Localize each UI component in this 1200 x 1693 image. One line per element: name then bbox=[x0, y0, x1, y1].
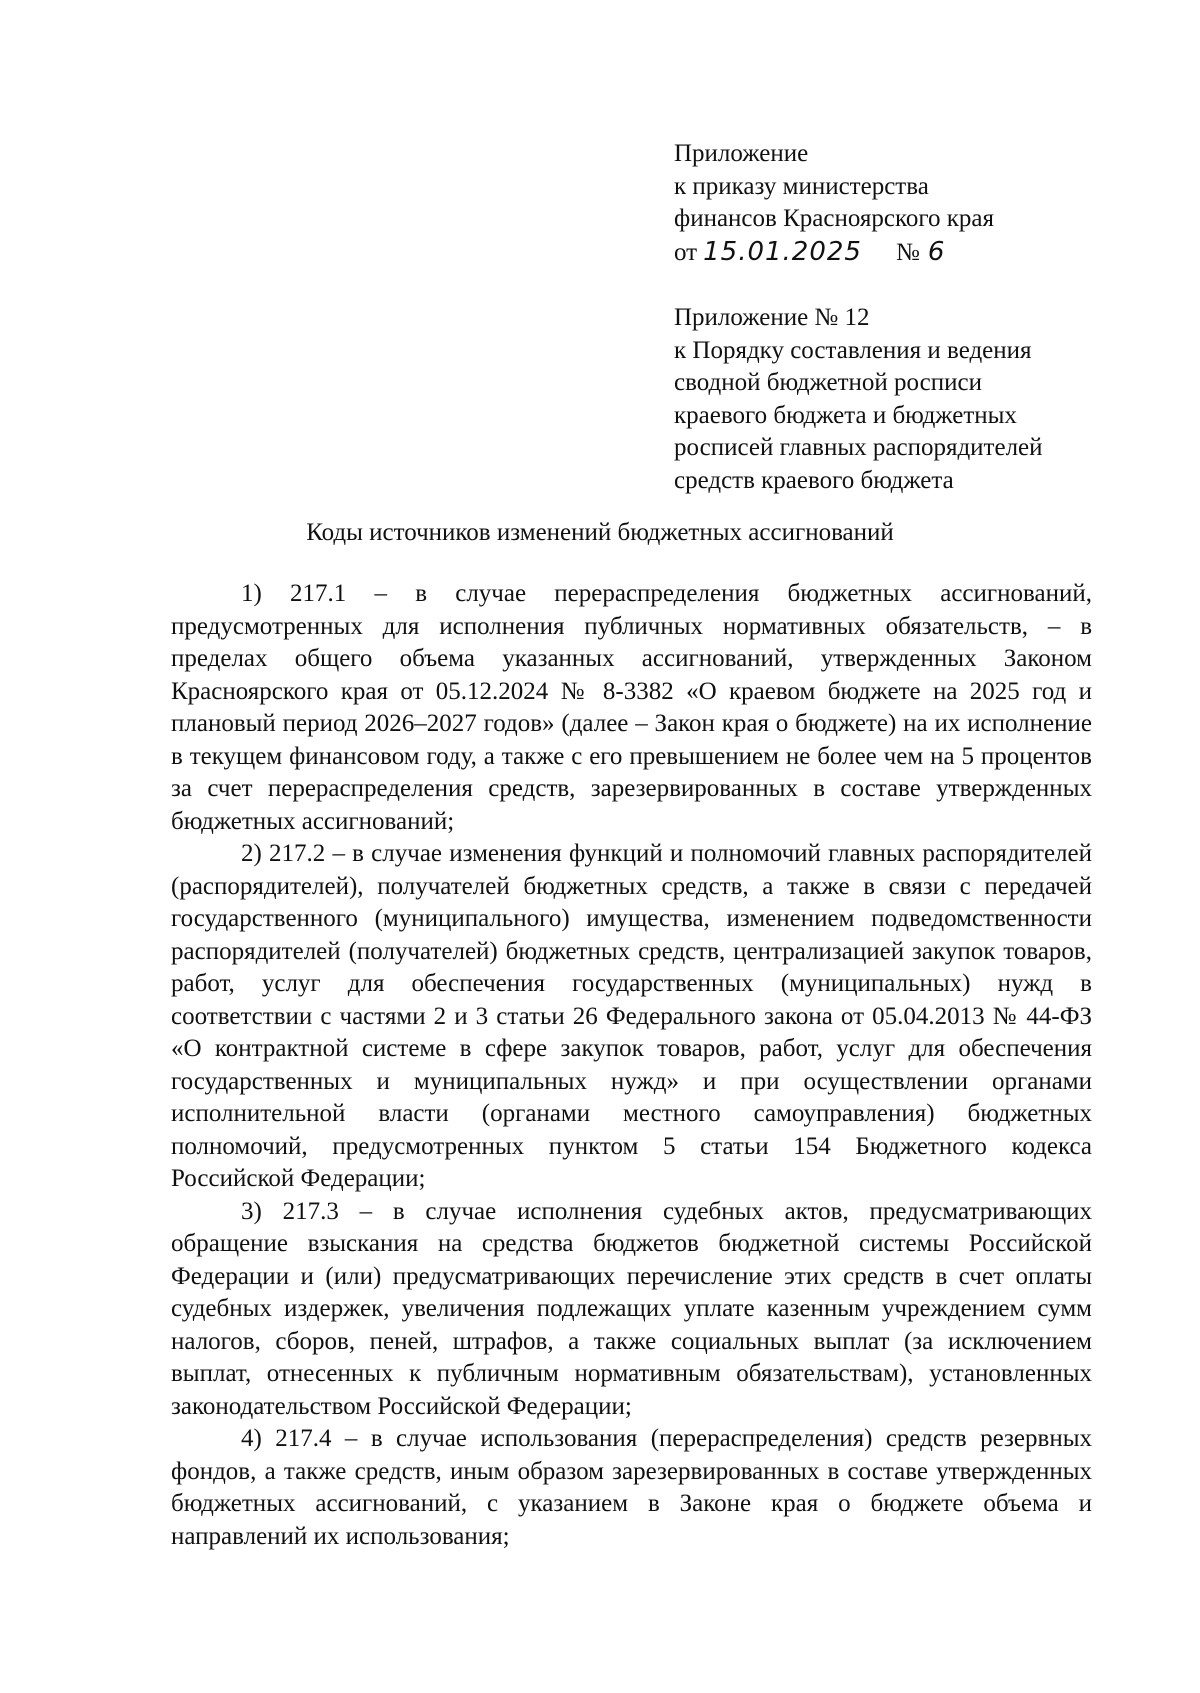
paragraph-217-2: 2) 217.2 – в случае изменения функций и полномочий главных распорядителей (распорядителей), получателей бюджетных средств, а также в связи с передачей государственного (муниципального) имущества, изменением подведомственности распорядителей (получателей) бюджетных средств, централизацией закупок товаров, работ, услуг для обеспечения государственных (муниципальных) нужд в соответствии с частями 2 и 3 статьи 26 Федерального закона от 05.04.2013 № 44-ФЗ «О контрактной системе в сфере закупок товаров, работ, услуг для обеспечения государственных и муниципальных нужд» и при осуществлении органами исполнительной власти (органами местного самоуправления) бюджетных полномочий, предусмотренных пунктом 5 статьи 154 Бюджетного кодекса Российской Федерации; bbox=[171, 840, 1092, 1192]
attachment-12-line: к Порядку составления и ведения bbox=[674, 336, 1032, 364]
handwritten-date: 15.01.2025 bbox=[703, 236, 862, 267]
attachment-12-header bbox=[674, 302, 1134, 497]
attachment-12-line: росписей главных распорядителей bbox=[674, 434, 1043, 461]
number-sign: № bbox=[895, 238, 920, 266]
handwritten-number: 6 bbox=[927, 236, 945, 267]
order-date-line bbox=[674, 236, 1134, 270]
document-title: Коды источников изменений бюджетных ассигнований bbox=[306, 519, 894, 546]
attachment-title: Приложение bbox=[674, 140, 809, 167]
paragraph-217-1: 1) 217.1 – в случае перераспределения бюджетных ассигнований, предусмотренных для исполнения публичных нормативных обязательств, – в пределах общего объема указанных ассигнований, утвержденных Законом Красноярского края от 05.12.2024 № 8-3382 «О краевом бюджете на 2025 год и плановый период 2026–2027 годов» (далее – Закон края о бюджете) на их исполнение в текущем финансовом году, а также с его превышением не более чем на 5 процентов за счет перераспределения средств, зарезервированных в составе утвержденных бюджетных ассигнований; bbox=[171, 580, 1092, 835]
ministry-name: финансов Красноярского края bbox=[674, 205, 994, 232]
paragraph-217-3: 3) 217.3 – в случае исполнения судебных актов, предусматривающих обращение взыскания на средства бюджетов бюджетной системы Российской Федерации и (или) предусматривающих перечисление этих средств в счет оплаты судебных издержек, увеличения подлежащих уплате казенным учреждением сумм налогов, сборов, пеней, штрафов, а также социальных выплат (за исключением выплат, отнесенных к публичным нормативным обязательствам), установленных законодательством Российской Федерации; bbox=[171, 1197, 1092, 1420]
paragraph-217-4: 4) 217.4 – в случае использования (перераспределения) средств резервных фондов, а также средств, иным образом зарезервированных в составе утвержденных бюджетных ассигнований, с указанием в Законе края о бюджете объема и направлений их использования; bbox=[171, 1425, 1092, 1550]
order-reference: к приказу министерства bbox=[674, 172, 929, 200]
document-body bbox=[171, 578, 1092, 1553]
date-prefix: от bbox=[674, 238, 698, 266]
attachment-header bbox=[674, 138, 1134, 497]
attachment-12-line: сводной бюджетной росписи bbox=[674, 369, 983, 396]
attachment-12-line: Приложение № 12 bbox=[674, 304, 870, 331]
attachment-12-line: краевого бюджета и бюджетных bbox=[674, 401, 1017, 429]
attachment-12-line: средств краевого бюджета bbox=[674, 466, 954, 494]
